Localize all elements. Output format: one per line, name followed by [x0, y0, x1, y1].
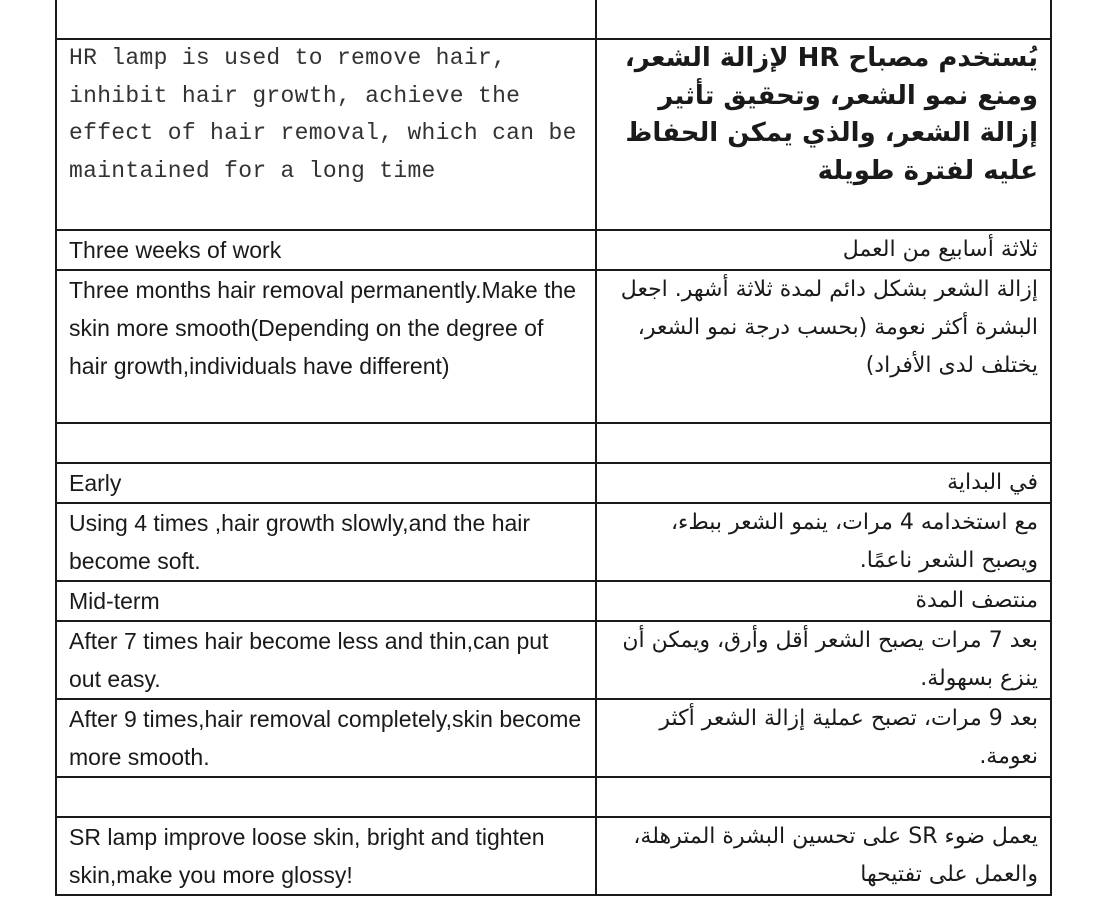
- table-row: [56, 621, 1051, 699]
- table-row: [56, 0, 1051, 39]
- english-cell: Three months hair removal permanently.Make the skin more smooth(Depending on the degree of hair growth,individuals have different): [56, 270, 596, 423]
- arabic-cell: بعد 9 مرات، تصبح عملية إزالة الشعر أكثر نعومة.: [596, 699, 1051, 777]
- table-row: [56, 463, 1051, 503]
- table-row: [56, 777, 1051, 817]
- english-cell: [56, 0, 596, 39]
- arabic-cell: [596, 777, 1051, 817]
- english-cell: Mid-term: [56, 581, 596, 621]
- english-cell: [56, 777, 596, 817]
- english-cell: Three weeks of work: [56, 230, 596, 270]
- bilingual-table: [55, 0, 1052, 896]
- arabic-cell: بعد 7 مرات يصبح الشعر أقل وأرق، ويمكن أن ينزع بسهولة.: [596, 621, 1051, 699]
- arabic-cell: ثلاثة أسابيع من العمل: [596, 230, 1051, 270]
- english-cell: HR lamp is used to remove hair, inhibit hair growth, achieve the effect of hair removal, which can be maintained for a long time: [56, 39, 596, 230]
- english-cell: After 7 times hair become less and thin,can put out easy.: [56, 621, 596, 699]
- arabic-cell: منتصف المدة: [596, 581, 1051, 621]
- table-row: [56, 423, 1051, 463]
- table-row: [56, 270, 1051, 423]
- english-cell: Using 4 times ,hair growth slowly,and the hair become soft.: [56, 503, 596, 581]
- arabic-cell: يُستخدم مصباح HR لإزالة الشعر، ومنع نمو الشعر، وتحقيق تأثير إزالة الشعر، والذي يمكن الحفاظ عليه لفترة طويلة: [596, 39, 1051, 230]
- english-cell: [56, 423, 596, 463]
- table-row: [56, 699, 1051, 777]
- arabic-cell: [596, 423, 1051, 463]
- arabic-cell: [596, 0, 1051, 39]
- arabic-cell: مع استخدامه 4 مرات، ينمو الشعر ببطء، ويصبح الشعر ناعمًا.: [596, 503, 1051, 581]
- table-row: [56, 503, 1051, 581]
- table-row: [56, 817, 1051, 895]
- english-cell: SR lamp improve loose skin, bright and tighten skin,make you more glossy!: [56, 817, 596, 895]
- arabic-cell: يعمل ضوء SR على تحسين البشرة المترهلة، والعمل على تفتيحها: [596, 817, 1051, 895]
- english-cell: After 9 times,hair removal completely,skin become more smooth.: [56, 699, 596, 777]
- table-row: [56, 581, 1051, 621]
- table-row: [56, 230, 1051, 270]
- arabic-cell: في البداية: [596, 463, 1051, 503]
- table-row: [56, 39, 1051, 230]
- arabic-cell: إزالة الشعر بشكل دائم لمدة ثلاثة أشهر. اجعل البشرة أكثر نعومة (بحسب درجة نمو الشعر، يختلف لدى الأفراد): [596, 270, 1051, 423]
- english-cell: Early: [56, 463, 596, 503]
